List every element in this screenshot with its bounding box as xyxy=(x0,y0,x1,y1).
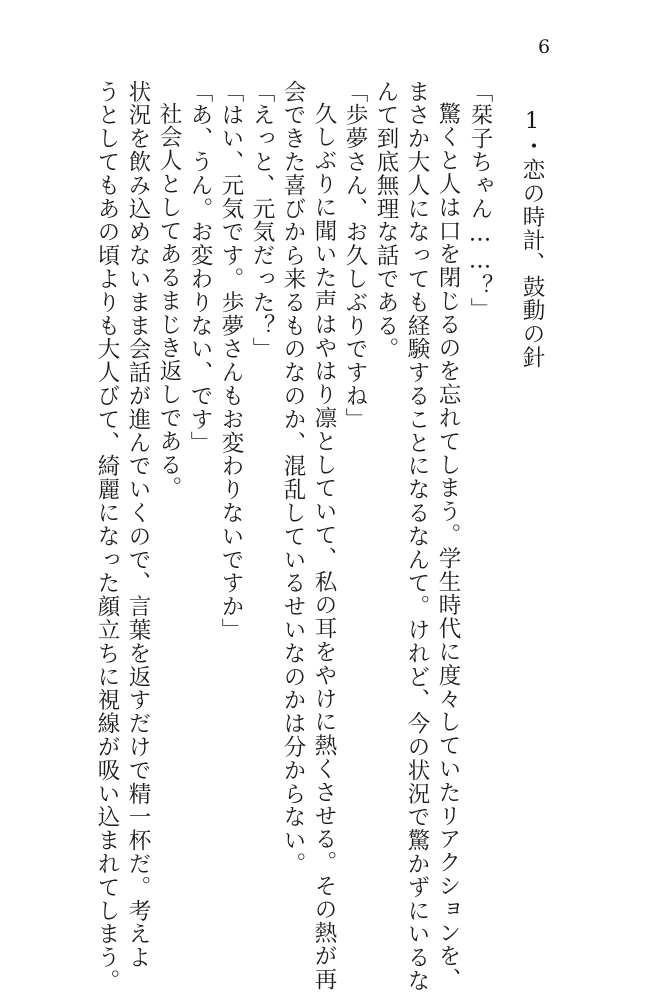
text-line: 状況を飲み込めないまま会話が進んでいくので、言葉を返すだけで精一杯だ。考えよ xyxy=(125,80,151,970)
text-line: 「あ、うん。お変わりない、です」 xyxy=(187,80,213,455)
text-line: 久しぶりに聞いた声はやはり凛としていて、私の耳をやけに熱くさせる。その熱が再 xyxy=(311,102,337,992)
text-line: うとしてもあの頃よりも大人びて、綺麗になった顔立ちに視線が吸い込まれてしまう。 xyxy=(94,80,120,993)
text-line: まさか大人になっても経験することになるなんて。けれど、今の状況で驚かずにいるな xyxy=(404,80,430,993)
text-line: 「歩夢さん、お久しぶりですね」 xyxy=(342,80,368,431)
text-line: 会できた喜びから来るものなのか、混乱しているせいなのかは分からない。 xyxy=(280,80,306,876)
text-line: 「はい、元気です。歩夢さんもお変わりないですか」 xyxy=(218,80,244,642)
text-line: んて到底無理な話である。 xyxy=(373,80,399,361)
text-line: 「栞子ちゃん……？」 xyxy=(467,80,493,321)
page-number: 6 xyxy=(537,36,551,58)
text-line: 社会人としてあるまじき返しである。 xyxy=(156,102,182,500)
text-line: 「えっと、元気だった？」 xyxy=(249,80,275,361)
text-line: 驚くと人は口を閉じるのを忘れてしまう。学生時代に度々していたリアクションを、 xyxy=(435,102,461,992)
chapter-title: 1・恋の時計、鼓動の針 xyxy=(519,108,545,369)
